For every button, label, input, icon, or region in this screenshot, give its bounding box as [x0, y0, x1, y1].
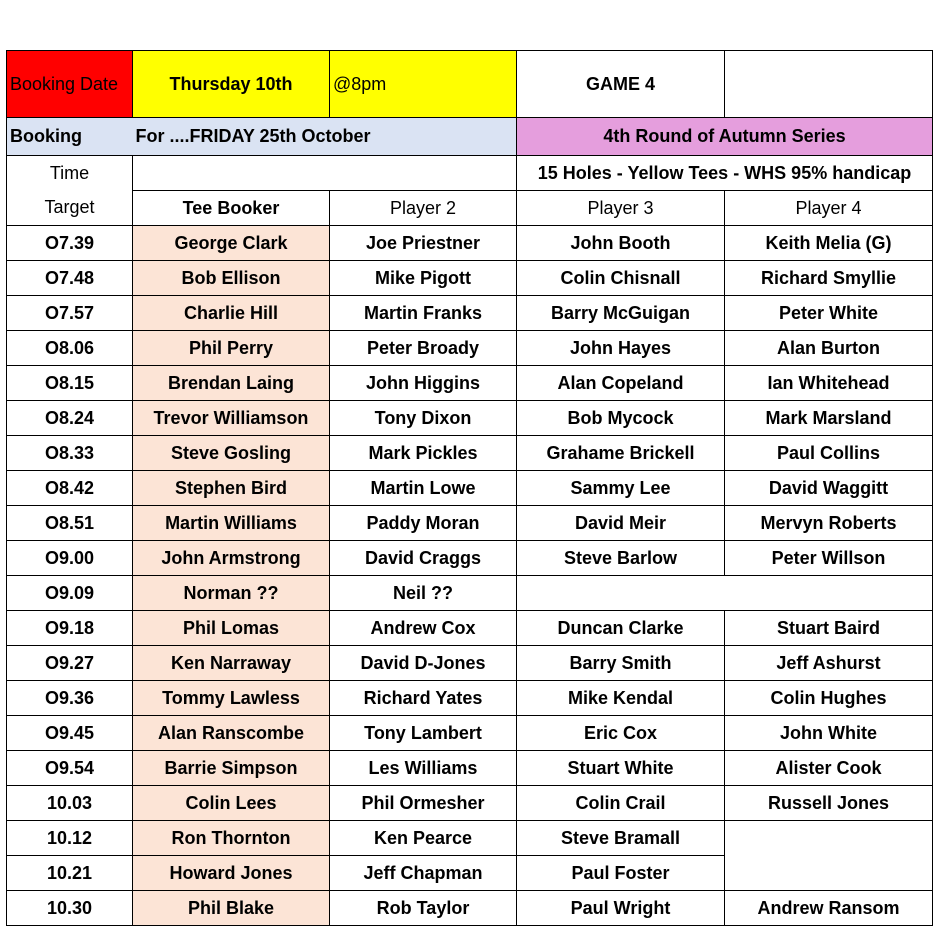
player-2: Andrew Cox: [330, 611, 517, 646]
tee-time: 10.21: [7, 856, 133, 891]
col-header-player-3: Player 3: [517, 191, 725, 226]
player-2: Paddy Moran: [330, 506, 517, 541]
player-2: Rob Taylor: [330, 891, 517, 926]
player-4: David Waggitt: [725, 471, 933, 506]
tee-booker: Charlie Hill: [133, 296, 330, 331]
tee-time: O8.51: [7, 506, 133, 541]
player-2: Richard Yates: [330, 681, 517, 716]
player-4: Mark Marsland: [725, 401, 933, 436]
player-3: Steve Bramall: [517, 821, 725, 856]
col-header-player-4: Player 4: [725, 191, 933, 226]
player-4: Richard Smyllie: [725, 261, 933, 296]
player-2: Joe Priestner: [330, 226, 517, 261]
tee-time: O9.09: [7, 576, 133, 611]
tee-booker: Norman ??: [133, 576, 330, 611]
player-4: Paul Collins: [725, 436, 933, 471]
player-4: Peter Willson: [725, 541, 933, 576]
player-3: Paul Foster: [517, 856, 725, 891]
player-4: Stuart Baird: [725, 611, 933, 646]
player-3: John Hayes: [517, 331, 725, 366]
booking-label: Booking: [7, 118, 133, 156]
empty-slot: [517, 576, 933, 611]
tee-time: O9.54: [7, 751, 133, 786]
booking-for: For ....FRIDAY 25th October: [133, 118, 517, 156]
tee-time: O9.36: [7, 681, 133, 716]
col-header-player-2: Player 2: [330, 191, 517, 226]
player-3: John Booth: [517, 226, 725, 261]
header-empty-cell: [725, 51, 933, 118]
tee-time-row: [7, 366, 933, 401]
player-3: David Meir: [517, 506, 725, 541]
tee-booker: John Armstrong: [133, 541, 330, 576]
player-3: Paul Wright: [517, 891, 725, 926]
player-3: Barry Smith: [517, 646, 725, 681]
player-3: Colin Crail: [517, 786, 725, 821]
player-4: Andrew Ransom: [725, 891, 933, 926]
tee-time-row: [7, 891, 933, 926]
tee-booker: Phil Blake: [133, 891, 330, 926]
tee-time-row: [7, 751, 933, 786]
player-2: Tony Lambert: [330, 716, 517, 751]
tee-time-row: [7, 786, 933, 821]
tee-time-row: [7, 226, 933, 261]
booking-time: @8pm: [330, 51, 517, 118]
booking-date-label: Booking Date: [7, 51, 133, 118]
round-title: 4th Round of Autumn Series: [517, 118, 933, 156]
tee-time-row: [7, 821, 933, 856]
tee-booker: Brendan Laing: [133, 366, 330, 401]
tee-booker: Phil Lomas: [133, 611, 330, 646]
game-number: GAME 4: [517, 51, 725, 118]
player-4: John White: [725, 716, 933, 751]
tee-time: O7.39: [7, 226, 133, 261]
player-4: Mervyn Roberts: [725, 506, 933, 541]
player-4: Alan Burton: [725, 331, 933, 366]
tee-booker: Stephen Bird: [133, 471, 330, 506]
tee-time: 10.30: [7, 891, 133, 926]
tee-booker: Bob Ellison: [133, 261, 330, 296]
tee-time: O8.33: [7, 436, 133, 471]
player-4: Jeff Ashurst: [725, 646, 933, 681]
player-2: Mark Pickles: [330, 436, 517, 471]
tee-time-row: [7, 331, 933, 366]
player-2: Mike Pigott: [330, 261, 517, 296]
tee-time: O7.57: [7, 296, 133, 331]
tee-booker: Colin Lees: [133, 786, 330, 821]
player-3: Sammy Lee: [517, 471, 725, 506]
tee-time-row: [7, 681, 933, 716]
player-3: Colin Chisnall: [517, 261, 725, 296]
tee-time: O8.15: [7, 366, 133, 401]
time-header-empty: [133, 156, 517, 191]
player-3: Mike Kendal: [517, 681, 725, 716]
player-2: Neil ??: [330, 576, 517, 611]
player-4: Keith Melia (G): [725, 226, 933, 261]
tee-time: O9.45: [7, 716, 133, 751]
tee-time: O9.18: [7, 611, 133, 646]
tee-time: O9.00: [7, 541, 133, 576]
player-2: John Higgins: [330, 366, 517, 401]
tee-booker: Tommy Lawless: [133, 681, 330, 716]
tee-booker: Trevor Williamson: [133, 401, 330, 436]
tee-booker: Ron Thornton: [133, 821, 330, 856]
booking-day: Thursday 10th: [133, 51, 330, 118]
tee-booker: Ken Narraway: [133, 646, 330, 681]
target-label: Target: [7, 191, 133, 226]
player-2: Phil Ormesher: [330, 786, 517, 821]
player-4: Ian Whitehead: [725, 366, 933, 401]
tee-sheet-table: [6, 50, 933, 926]
player-3: Barry McGuigan: [517, 296, 725, 331]
player-3: Grahame Brickell: [517, 436, 725, 471]
tee-time: O8.42: [7, 471, 133, 506]
player-2: Martin Lowe: [330, 471, 517, 506]
tee-time: O7.48: [7, 261, 133, 296]
tee-time: O8.06: [7, 331, 133, 366]
player-3: Bob Mycock: [517, 401, 725, 436]
player-4: Peter White: [725, 296, 933, 331]
player-2: Les Williams: [330, 751, 517, 786]
empty-slot: [725, 821, 933, 891]
player-4: Colin Hughes: [725, 681, 933, 716]
player-3: Eric Cox: [517, 716, 725, 751]
tee-booker: Barrie Simpson: [133, 751, 330, 786]
tee-time: O9.27: [7, 646, 133, 681]
tee-booker: Martin Williams: [133, 506, 330, 541]
player-4: Alister Cook: [725, 751, 933, 786]
player-4: Russell Jones: [725, 786, 933, 821]
tee-time-row: [7, 296, 933, 331]
tee-time-row: [7, 506, 933, 541]
player-3: Duncan Clarke: [517, 611, 725, 646]
tee-time-row: [7, 611, 933, 646]
tee-time: 10.03: [7, 786, 133, 821]
player-2: Martin Franks: [330, 296, 517, 331]
player-2: David D-Jones: [330, 646, 517, 681]
tee-time-row: [7, 541, 933, 576]
player-2: David Craggs: [330, 541, 517, 576]
tee-time-row: [7, 436, 933, 471]
tee-time: 10.12: [7, 821, 133, 856]
tee-booker: Howard Jones: [133, 856, 330, 891]
player-2: Jeff Chapman: [330, 856, 517, 891]
tee-time-row: [7, 261, 933, 296]
player-2: Ken Pearce: [330, 821, 517, 856]
tee-time-row: [7, 646, 933, 681]
tee-time-row: [7, 576, 933, 611]
player-2: Tony Dixon: [330, 401, 517, 436]
player-3: Alan Copeland: [517, 366, 725, 401]
tee-booker: Steve Gosling: [133, 436, 330, 471]
tee-time-row: [7, 471, 933, 506]
player-2: Peter Broady: [330, 331, 517, 366]
tee-time-row: [7, 716, 933, 751]
tee-booker: Phil Perry: [133, 331, 330, 366]
player-3: Stuart White: [517, 751, 725, 786]
tee-booker: Alan Ranscombe: [133, 716, 330, 751]
tee-time-row: [7, 401, 933, 436]
tee-booker: George Clark: [133, 226, 330, 261]
player-3: Steve Barlow: [517, 541, 725, 576]
col-header-tee-booker: Tee Booker: [133, 191, 330, 226]
tee-time: O8.24: [7, 401, 133, 436]
game-format: 15 Holes - Yellow Tees - WHS 95% handicap: [517, 156, 933, 191]
time-label: Time: [7, 156, 133, 191]
